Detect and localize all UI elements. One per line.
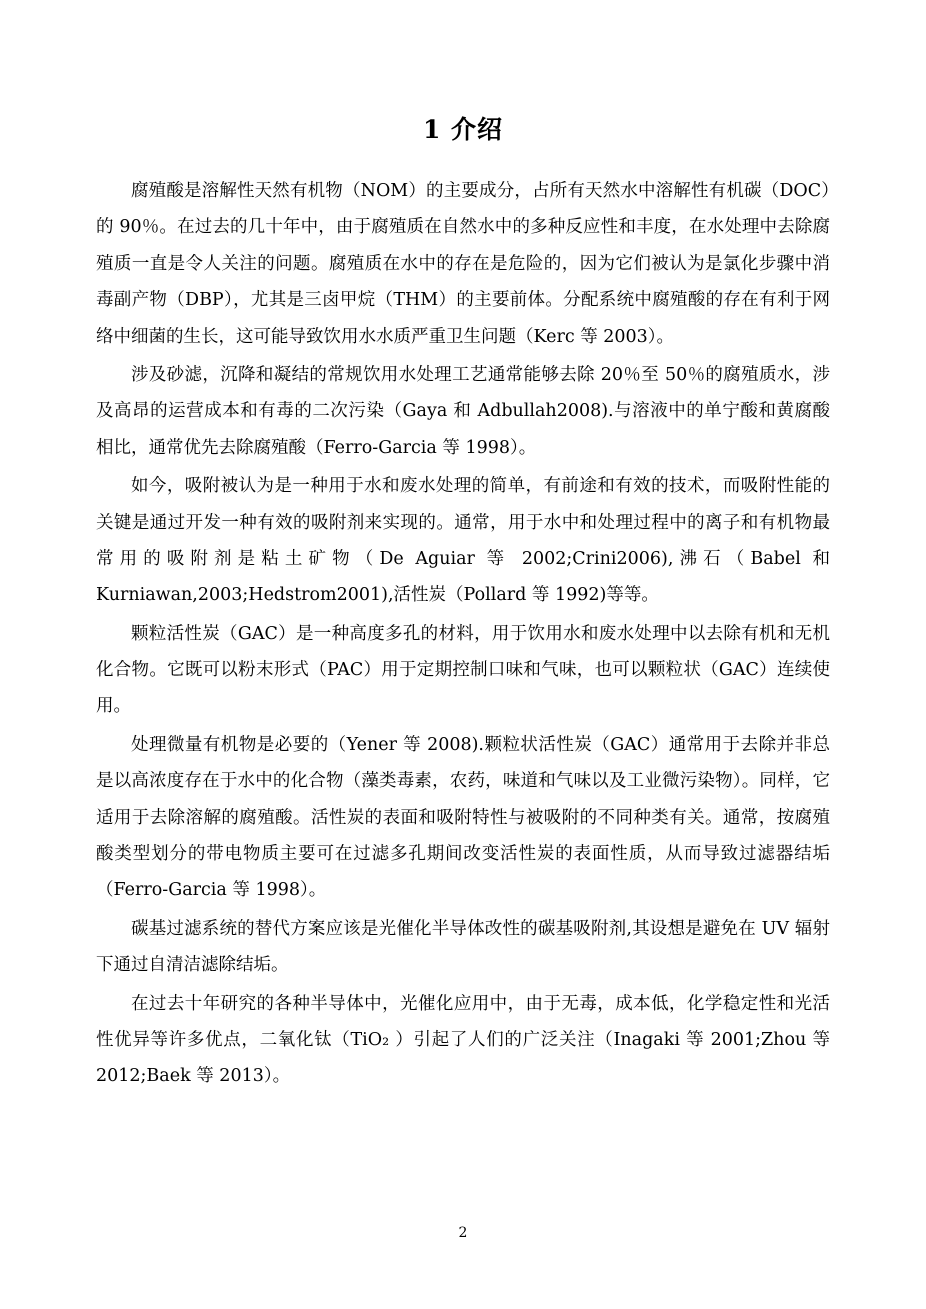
paragraph: 处理微量有机物是必要的（Yener 等 2008).颗粒状活性炭（GAC）通常用于去除并非总是以高浓度存在于水中的化合物（藻类毒素，农药，味道和气味以及工业微污染物）。同样，它适用于去除溶解的腐殖酸。活性炭的表面和吸附特性与被吸附的不同种类有关。通常，按腐殖酸类型划分的带电物质主要可在过滤多孔期间改变活性炭的表面性质，从而导致过滤器结垢（Ferro-Garcia 等 1998）。 xyxy=(96,734,830,901)
paragraph: 颗粒活性炭（GAC）是一种高度多孔的材料，用于饮用水和废水处理中以去除有机和无机化合物。它既可以粉末形式（PAC）用于定期控制口味和气味，也可以颗粒状（GAC）连续使用。 xyxy=(96,623,830,717)
paragraph: 如今，吸附被认为是一种用于水和废水处理的简单，有前途和有效的技术，而吸附性能的关键是通过开发一种有效的吸附剂来实现的。通常，用于水中和处理过程中的离子和有机物最常用的吸附剂是粘土矿物（De Aguiar 等 2002;Crini2006),沸石（Babel 和 Kurniawan,2003;Hedstrom2001),活性炭（Pollard 等 1992)等等。 xyxy=(96,476,830,606)
paragraph: 在过去十年研究的各种半导体中，光催化应用中，由于无毒，成本低，化学稳定性和光活性优异等许多优点，二氧化钛（TiO₂ ）引起了人们的广泛关注（Inagaki 等 2001;Zhou 等 2012;Baek 等 2013）。 xyxy=(96,993,830,1087)
paragraph: 腐殖酸是溶解性天然有机物（NOM）的主要成分，占所有天然水中溶解性有机碳（DOC）的 90％。在过去的几十年中，由于腐殖质在自然水中的多种反应性和丰度，在水处理中去除腐殖质一直是令人关注的问题。腐殖质在水中的存在是危险的，因为它们被认为是氯化步骤中消毒副产物（DBP），尤其是三卤甲烷（THM）的主要前体。分配系统中腐殖酸的存在有利于网络中细菌的生长，这可能导致饮用水水质严重卫生问题（Kerc 等 2003）。 xyxy=(96,181,830,347)
paragraph: 涉及砂滤，沉降和凝结的常规饮用水处理工艺通常能够去除 20％至 50％的腐殖质水，涉及高昂的运营成本和有毒的二次污染（Gaya 和 Adbullah2008).与溶液中的单宁酸和黄腐酸相比，通常优先去除腐殖酸（Ferro-Garcia 等 1998）。 xyxy=(96,364,830,458)
page-content xyxy=(96,112,830,1097)
page-title: 1 介绍 xyxy=(422,115,504,144)
page-number: 2 xyxy=(458,1225,468,1241)
paragraph: 碳基过滤系统的替代方案应该是光催化半导体改性的碳基吸附剂,其设想是避免在 UV 辐射下通过自清洁滤除结垢。 xyxy=(96,918,830,976)
